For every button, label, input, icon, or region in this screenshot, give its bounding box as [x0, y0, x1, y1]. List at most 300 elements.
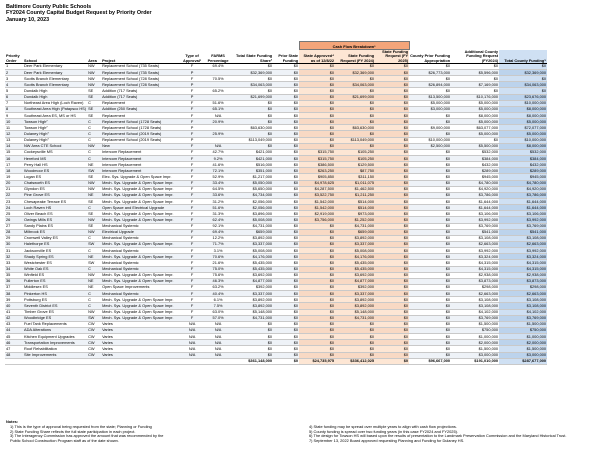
cell-school: Cockeysville MS [23, 149, 87, 155]
cell-total-county: $298,000 [499, 284, 547, 290]
cell-approval-type: F [181, 168, 203, 174]
cell-project: Electrical Upgrade [101, 229, 181, 235]
cell-state-fy2024: $1,211,250 [335, 192, 375, 198]
cell-area: NE [87, 254, 101, 260]
cell-priority: 39 [5, 297, 23, 303]
cell-total-county: $750,000 [499, 327, 547, 333]
cell-prior-state: $0 [273, 168, 299, 174]
cell-state-fy2025: $0 [375, 174, 409, 180]
cell-total-state-share: $21,699,000 [233, 94, 273, 100]
cell-priority: 28 [5, 229, 23, 235]
note-2: 2) State Funding Share reflects the full state participation in each project. [10, 428, 136, 434]
cell-additional-county: $4,315,000 [451, 260, 499, 266]
cell-priority: 38 [5, 291, 23, 297]
cell-county-prior: $0 [409, 260, 451, 266]
cell-state-fy2024: $0 [335, 352, 375, 358]
cell-total-county: $23,676,000 [499, 94, 547, 100]
cell-total-county: $34,063,000 [499, 82, 547, 88]
cell-total-county: $384,000 [499, 156, 547, 162]
cell-school: Roof Rehabilitation [23, 346, 87, 352]
cell-additional-county: $3,108,000 [451, 303, 499, 309]
cell-project: Elec. Sys. Upgrade & Open Space Impr. [101, 174, 181, 180]
cell-prior-state: $0 [273, 198, 299, 204]
cell-additional-county: $4,780,000 [451, 180, 499, 186]
cell-prior-state: $0 [273, 309, 299, 315]
cell-project: Mechanical Systemic [101, 260, 181, 266]
cell-state-approved: $4,978,625 [299, 180, 335, 186]
cell-state-fy2024: $973,000 [335, 211, 375, 217]
cell-county-prior: $0 [409, 278, 451, 284]
cell-state-fy2024: $3,892,000 [335, 235, 375, 241]
cell-area: C [87, 149, 101, 155]
cell-area: NW [87, 309, 101, 315]
cell-state-approved: $0 [299, 235, 335, 241]
notes-right [301, 425, 596, 444]
cell-state-fy2024: $34,063,000 [335, 82, 375, 88]
cell-state-fy2024: $105,250 [335, 156, 375, 162]
totals-row [5, 358, 547, 364]
cell-farms-pct: 12.2% [203, 235, 233, 241]
cell-school: Halethorpe ES [23, 241, 87, 247]
cell-farms-pct: 65.1% [203, 106, 233, 112]
cell-additional-county: $289,000 [451, 168, 499, 174]
cell-priority: 14 [5, 143, 23, 149]
cell-total-county: $532,000 [499, 149, 547, 155]
cell-priority: 42 [5, 315, 23, 321]
cell-total-county: $1,000,000 [499, 334, 547, 340]
cell-school: Cromwell Valley ES [23, 235, 87, 241]
cell-area: CW [87, 321, 101, 327]
cell-area: C [87, 235, 101, 241]
cell-farms-pct: 75.0% [203, 266, 233, 272]
cell-farms-pct: 51.6% [203, 205, 233, 211]
cell-total-state-share: $4,731,000 [233, 315, 273, 321]
cell-state-approved: $0 [299, 260, 335, 266]
cell-state-fy2025: $0 [375, 217, 409, 223]
cell-area: C [87, 291, 101, 297]
cell-prior-state: $0 [273, 272, 299, 278]
cell-area: NW [87, 229, 101, 235]
cell-prior-state: $0 [273, 229, 299, 235]
cell-total-state-share: $5,435,000 [233, 266, 273, 272]
cell-prior-state: $0 [273, 137, 299, 143]
cell-state-fy2024: $0 [335, 321, 375, 327]
cell-county-prior: $13,500,000 [409, 94, 451, 100]
cell-school: Pine Grove ES [23, 192, 87, 198]
cell-state-fy2024: $113,049,000 [335, 137, 375, 143]
cell-state-fy2025: $0 [375, 156, 409, 162]
cell-farms-pct: 57.0% [203, 315, 233, 321]
cell-project: Open Space and Electrical Upgrade [101, 205, 181, 211]
cell-farms-pct: N/A [203, 334, 233, 340]
cell-state-fy2025: $0 [375, 334, 409, 340]
cell-school: Logan ES [23, 174, 87, 180]
cell-priority: 32 [5, 254, 23, 260]
cell-total-county: $3,873,000 [499, 278, 547, 284]
cell-additional-county: $1,000,000 [451, 334, 499, 340]
cell-state-fy2024: $0 [335, 131, 375, 137]
cell-school: Woodbridge ES [23, 315, 87, 321]
cell-area: CW [87, 327, 101, 333]
cell-state-fy2024: $0 [335, 327, 375, 333]
cell-school: Towson High⁷ [23, 125, 87, 131]
cell-project: Varies [101, 327, 181, 333]
cell-farms-pct: 46.3% [203, 278, 233, 284]
cell-state-fy2024: $32,369,000 [335, 70, 375, 76]
cell-project: Varies [101, 352, 181, 358]
cell-prior-state: $0 [273, 180, 299, 186]
cell-priority: 18 [5, 168, 23, 174]
cell-state-fy2024: $659,000 [335, 229, 375, 235]
cell-county-prior: $9,000,000 [409, 125, 451, 131]
cell-farms-pct: 42.7% [203, 149, 233, 155]
cell-project: Mech. Sys. Upgrade & Open Space Impr. [101, 217, 181, 223]
cell-project: New [101, 143, 181, 149]
cell-priority: 37 [5, 284, 23, 290]
cell-approval-type: F [181, 229, 203, 235]
cell-project: Varies [101, 334, 181, 340]
cell-state-fy2025: $0 [375, 297, 409, 303]
cell-additional-county: $8,000,000 [451, 113, 499, 119]
cell-area: CW [87, 340, 101, 346]
cell-county-prior: $0 [409, 63, 451, 69]
cell-state-fy2025: $0 [375, 352, 409, 358]
cell-approval-type: F [181, 254, 203, 260]
cell-farms-pct: 25.9% [203, 131, 233, 137]
cell-total-state-share: $4,176,000 [233, 254, 273, 260]
cell-school: Middlesex ES [23, 284, 87, 290]
cell-state-fy2024: $0 [335, 100, 375, 106]
cell-priority: 30 [5, 241, 23, 247]
cell-state-fy2024: $3,892,000 [335, 297, 375, 303]
cell-school: Hereford MS [23, 156, 87, 162]
col-total-state-share: Total State Funding Share² [233, 50, 273, 64]
cell-additional-county: $5,000,000 [451, 106, 499, 112]
cell-state-approved: $0 [299, 334, 335, 340]
cell-additional-county: $3,108,000 [451, 297, 499, 303]
cell-state-fy2024: $105,250 [335, 149, 375, 155]
cell-project: Mech. Sys. Upgrade & Open Space Impr. [101, 254, 181, 260]
cell-project: Addition (717 Seats) [101, 88, 181, 94]
cell-state-fy2025: $0 [375, 137, 409, 143]
cell-county-prior: $0 [409, 217, 451, 223]
cell-state-approved: $0 [299, 106, 335, 112]
cell-priority: 23 [5, 198, 23, 204]
cell-additional-county: $750,000 [451, 327, 499, 333]
cell-total-county: $10,000,000 [499, 100, 547, 106]
cell-area: CW [87, 334, 101, 340]
cell-project: Varies [101, 340, 181, 346]
cell-school: Timber Grove ES [23, 309, 87, 315]
cell-total-county: $3,108,000 [499, 235, 547, 241]
cell-total-state-share: $3,892,000 [233, 303, 273, 309]
cell-state-fy2024: $0 [335, 334, 375, 340]
cell-area: C [87, 297, 101, 303]
cell-school: Glyndon ES [23, 186, 87, 192]
cell-project: Mech. Sys. Upgrade & Open Space Impr. [101, 315, 181, 321]
cell-prior-state: $0 [273, 94, 299, 100]
cell-area: C [87, 137, 101, 143]
cell-approval-type: F [181, 211, 203, 217]
cell-total-state-share: $516,000 [233, 162, 273, 168]
cell-total-county: $4,102,000 [499, 309, 547, 315]
cell-total-county: $8,000,000 [499, 113, 547, 119]
cell-approval-type: F [181, 241, 203, 247]
cell-county-prior: $0 [409, 303, 451, 309]
cell-area: NE [87, 278, 101, 284]
cell-state-fy2024: $1,011,075 [335, 180, 375, 186]
cell-area: SE [87, 174, 101, 180]
cell-state-approved: $315,750 [299, 156, 335, 162]
cell-county-prior: $0 [409, 352, 451, 358]
note-3-cont: Public School Construction Program staff as of the date shown. [10, 438, 119, 444]
cell-county-prior: $0 [409, 205, 451, 211]
cell-total-county: $5,000,000 [499, 131, 547, 137]
cell-school: Sandy Plains ES [23, 223, 87, 229]
cell-approval-type: F [181, 119, 203, 125]
cell-approval-type: F [181, 113, 203, 119]
cell-county-prior: $0 [409, 248, 451, 254]
cell-approval-type: N/A [181, 327, 203, 333]
cell-state-fy2024: $0 [335, 119, 375, 125]
cell-project: Intercom Replacement [101, 149, 181, 155]
cell-approval-type: F [181, 76, 203, 82]
cell-state-approved: $3,522,750 [299, 192, 335, 198]
cell-priority: 21 [5, 186, 23, 192]
cell-school: Shady Spring ES [23, 254, 87, 260]
col-prior-state: Prior State Funding [273, 50, 299, 64]
note-5: 5) County funding is spread over two funding years (in this case FY2024 and FY2025). [309, 428, 459, 434]
cell-county-prior: $2,500,000 [409, 143, 451, 149]
cell-county-prior: $0 [409, 113, 451, 119]
cell-county-prior: $0 [409, 198, 451, 204]
cell-project: Mechanical Systemic [101, 235, 181, 241]
cell-state-approved: $386,500 [299, 162, 335, 168]
cell-total-county: $541,000 [499, 229, 547, 235]
cell-project: Intercom Replacement [101, 168, 181, 174]
cell-total-county: $1,644,000 [499, 205, 547, 211]
cell-approval-type: N/A [181, 321, 203, 327]
cell-county-prior: $0 [409, 162, 451, 168]
cell-project: Replacement School (735 Seats) [101, 63, 181, 69]
cell-state-fy2025: $0 [375, 223, 409, 229]
cell-total-state-share: $392,000 [233, 284, 273, 290]
cell-priority: 35 [5, 272, 23, 278]
cell-school: Scotts Branch Elementary [23, 76, 87, 82]
cell-total-state-share: $0 [233, 76, 273, 82]
cell-state-approved: $0 [299, 315, 335, 321]
cell-priority: 34 [5, 266, 23, 272]
cell-state-fy2025: $0 [375, 88, 409, 94]
cell-total-county: $0 [499, 76, 547, 82]
cell-county-prior: $0 [409, 186, 451, 192]
cell-total-county: $3,786,000 [499, 192, 547, 198]
cell-additional-county: $3,000,000 [451, 352, 499, 358]
cell-state-approved: $0 [299, 266, 335, 272]
note-6: 6) The design for Towson HS will based upon the results of presentation to the Landmark Preservation Commission and the Maryland Historical Trust. [309, 433, 567, 439]
cell-project: Mechanical Systemic [101, 266, 181, 272]
cell-additional-county: $432,000 [451, 162, 499, 168]
cell-approval-type: F [181, 131, 203, 137]
cell-state-fy2024: $3,692,000 [335, 272, 375, 278]
cell-priority: 12 [5, 131, 23, 137]
cell-state-fy2024: $87,750 [335, 168, 375, 174]
cell-total-state-share: $5,435,000 [233, 260, 273, 266]
cell-farms-pct: 40.4% [203, 291, 233, 297]
cell-total-state-share: $113,049,000 [233, 137, 273, 143]
col-area: Area [87, 50, 101, 64]
cell-state-fy2024: $21,699,000 [335, 94, 375, 100]
cell-state-fy2025: $0 [375, 82, 409, 88]
cell-total-state-share: $5,008,000 [233, 248, 273, 254]
cell-project: Replacement School (728 Seats) [101, 76, 181, 82]
cell-farms-pct: 9.2% [203, 156, 233, 162]
col-additional-county: Additional County Funding Request (FY2024) [451, 50, 499, 64]
cell-state-fy2024: $514,000 [335, 198, 375, 204]
cell-state-approved: $0 [299, 70, 335, 76]
cell-state-approved: $3,756,000 [299, 217, 335, 223]
cell-total-county: $3,324,000 [499, 254, 547, 260]
col-project: Project [101, 50, 181, 64]
cell-additional-county: $3,324,000 [451, 254, 499, 260]
cell-county-prior: $0 [409, 284, 451, 290]
cell-prior-state: $0 [273, 76, 299, 82]
col-farms: FARMS Percentage [203, 50, 233, 64]
cell-state-approved: $0 [299, 143, 335, 149]
report-date: January 10, 2023 [6, 16, 50, 23]
cell-state-fy2024: $5,008,000 [335, 248, 375, 254]
cell-total-state-share: $4,731,000 [233, 223, 273, 229]
cell-state-fy2024: $129,500 [335, 162, 375, 168]
cell-prior-state: $0 [273, 192, 299, 198]
cell-priority: 43 [5, 321, 23, 327]
cell-approval-type: F [181, 88, 203, 94]
cell-total-state-share: $0 [233, 143, 273, 149]
cell-prior-state: $0 [273, 82, 299, 88]
cell-approval-type: F [181, 149, 203, 155]
cell-school: Loch Raven HS [23, 205, 87, 211]
cell-county-prior: $0 [409, 266, 451, 272]
cell-total-state-share: $0 [233, 327, 273, 333]
cell-prior-state: $0 [273, 186, 299, 192]
cell-additional-county: $1,644,000 [451, 205, 499, 211]
cell-total-state-share: $0 [233, 100, 273, 106]
cell-state-fy2025: $0 [375, 235, 409, 241]
total-state-approved: $24,735,975 [299, 358, 335, 364]
cell-farms-pct: 41.6% [203, 162, 233, 168]
cell-total-state-share: $3,892,000 [233, 297, 273, 303]
cell-prior-state: $0 [273, 278, 299, 284]
cell-total-county: $2,000,000 [499, 340, 547, 346]
cell-priority: 3 [5, 76, 23, 82]
cell-state-fy2024: $0 [335, 63, 375, 69]
cell-county-prior: $0 [409, 272, 451, 278]
cell-additional-county: $5,500,000 [451, 143, 499, 149]
cell-project: Replacement School (2019 Seats) [101, 131, 181, 137]
cell-approval-type: N/A [181, 352, 203, 358]
cell-farms-pct: 33.4% [203, 180, 233, 186]
cell-farms-pct: N/A [203, 340, 233, 346]
cell-total-county: $32,369,000 [499, 70, 547, 76]
cell-state-approved: $0 [299, 272, 335, 278]
cell-approval-type: F [181, 315, 203, 321]
cell-project: Mech. Sys. Upgrade & Open Space Impr. [101, 297, 181, 303]
cell-total-county: $3,992,000 [499, 248, 547, 254]
cell-total-state-share: $0 [233, 340, 273, 346]
cell-project: Replacement [101, 113, 181, 119]
cell-farms-pct: 63.0% [203, 309, 233, 315]
cell-approval-type: F [181, 205, 203, 211]
cell-state-fy2025: $0 [375, 106, 409, 112]
total-state-share: $361,148,000 [233, 358, 273, 364]
cell-school: Dundalk High [23, 94, 87, 100]
cell-additional-county: $5,596,000 [451, 70, 499, 76]
cell-school: Northeast Area High (Loch Raven) [23, 100, 87, 106]
cell-total-county: $2,663,000 [499, 241, 547, 247]
cell-county-prior: $0 [409, 192, 451, 198]
cell-state-fy2025: $0 [375, 340, 409, 346]
cell-school: Milbrook ES [23, 229, 87, 235]
cell-approval-type: F [181, 272, 203, 278]
cell-school: Westchester ES [23, 260, 87, 266]
cell-farms-pct: N/A [203, 352, 233, 358]
cell-additional-county: $3,786,000 [451, 192, 499, 198]
cell-farms-pct: 64.5% [203, 186, 233, 192]
cell-area: C [87, 156, 101, 162]
cell-priority: 11 [5, 125, 23, 131]
cell-state-approved: $2,919,000 [299, 211, 335, 217]
cell-state-fy2024: $5,148,000 [335, 309, 375, 315]
cell-area: NW [87, 180, 101, 186]
cell-school: Pinkerton HS [23, 291, 87, 297]
cell-school: Fullerton ES [23, 278, 87, 284]
note-3: 3) The Interagency Commission has approved the amount that was recommended by the [10, 433, 164, 439]
cell-priority: 15 [5, 149, 23, 155]
cell-additional-county: $3,873,000 [451, 278, 499, 284]
cell-state-fy2025: $0 [375, 63, 409, 69]
cell-project: Replacement School (2019 Seats) [101, 137, 181, 143]
cell-state-approved: $0 [299, 309, 335, 315]
cell-state-approved: $0 [299, 137, 335, 143]
cell-prior-state: $0 [273, 113, 299, 119]
cell-state-fy2024: $4,176,000 [335, 254, 375, 260]
cell-prior-state: $0 [273, 352, 299, 358]
col-state-fy2025: State Funding Request (FY 2025) [375, 50, 409, 64]
cell-approval-type: F [181, 260, 203, 266]
cell-prior-state: $0 [273, 284, 299, 290]
total-additional-county: $191,010,000 [451, 358, 499, 364]
cell-state-fy2024: $1,462,500 [335, 186, 375, 192]
cell-county-prior: $26,894,000 [409, 82, 451, 88]
cell-approval-type: N/A [181, 334, 203, 340]
cell-county-prior: $0 [409, 156, 451, 162]
cell-approval-type: F [181, 63, 203, 69]
cell-state-fy2025: $0 [375, 229, 409, 235]
cell-county-prior: $0 [409, 297, 451, 303]
cell-state-approved: $0 [299, 76, 335, 82]
cell-priority: 17 [5, 162, 23, 168]
cell-additional-county: $3,108,000 [451, 235, 499, 241]
cell-state-fy2024: $0 [335, 76, 375, 82]
cell-approval-type: P [181, 70, 203, 76]
cell-state-fy2025: $0 [375, 248, 409, 254]
col-county-prior: County Prior Funding Appropriation [409, 50, 451, 64]
cell-area: SW [87, 315, 101, 321]
cell-state-fy2024: $0 [335, 340, 375, 346]
cell-priority: 27 [5, 223, 23, 229]
cell-total-state-share: $5,050,000 [233, 180, 273, 186]
cell-project: Open Space Improvements [101, 284, 181, 290]
